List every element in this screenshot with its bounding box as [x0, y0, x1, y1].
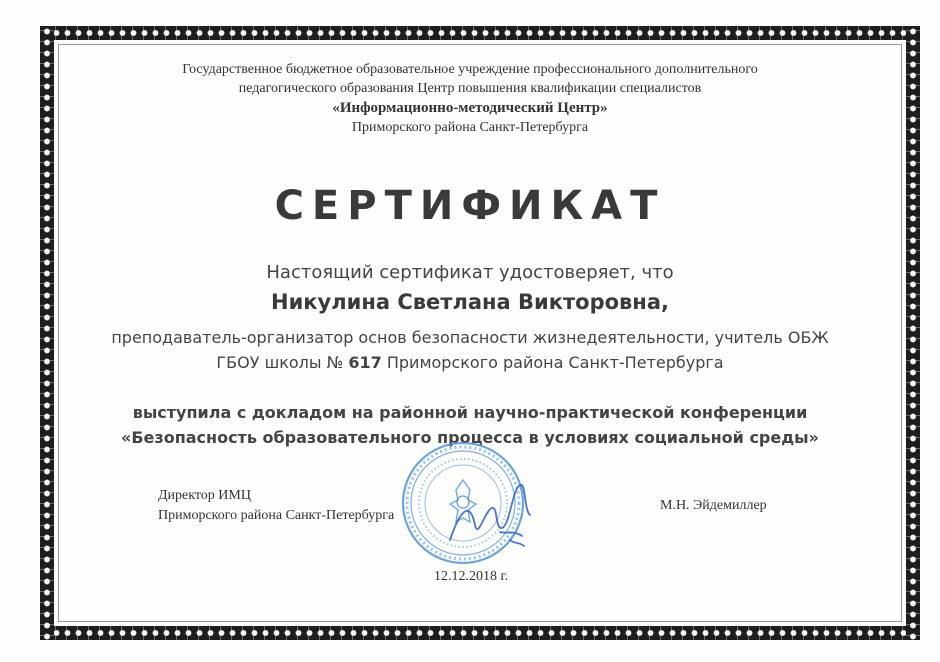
school-prefix: ГБОУ школы №: [216, 353, 349, 372]
recipient-name: Никулина Светлана Викторовна,: [271, 290, 669, 314]
ornamental-border-top: [40, 26, 920, 40]
signatory-district: Приморского района Санкт-Петербурга: [158, 508, 395, 523]
position-line-1: преподаватель-организатор основ безопасности жизнедеятельности, учитель ОБЖ: [111, 328, 829, 347]
issue-date: 12.12.2018 г.: [434, 569, 509, 584]
position-line-2: [60, 353, 880, 372]
handwritten-signature: [440, 470, 550, 560]
ornamental-border-right: [906, 26, 920, 640]
certificate-intro: Настоящий сертификат удостоверяет, что: [266, 262, 674, 283]
ornamental-border-left: [40, 26, 54, 640]
conference-title: «Безопасность образовательного процесса в условиях социальной среды»: [121, 428, 819, 447]
signatory-role: Директор ИМЦ: [158, 488, 251, 503]
achievement-line-1: выступила с докладом на районной научно-практической конференции: [132, 403, 808, 422]
institution-line-1: Государственное бюджетное образовательное учреждение профессионального дополнительного: [182, 62, 758, 77]
institution-name: «Информационно-методический Центр»: [332, 100, 608, 116]
ornamental-border-bottom: [40, 626, 920, 640]
institution-line-2: педагогического образования Центр повышения квалификации специалистов: [238, 81, 702, 96]
school-suffix: Приморского района Санкт-Петербурга: [381, 353, 724, 372]
certificate-title: СЕРТИФИКАТ: [274, 183, 666, 229]
institution-district: Приморского района Санкт-Петербурга: [351, 120, 589, 135]
signatory-name: М.Н. Эйдемиллер: [660, 498, 767, 513]
school-number: 617: [348, 353, 382, 372]
